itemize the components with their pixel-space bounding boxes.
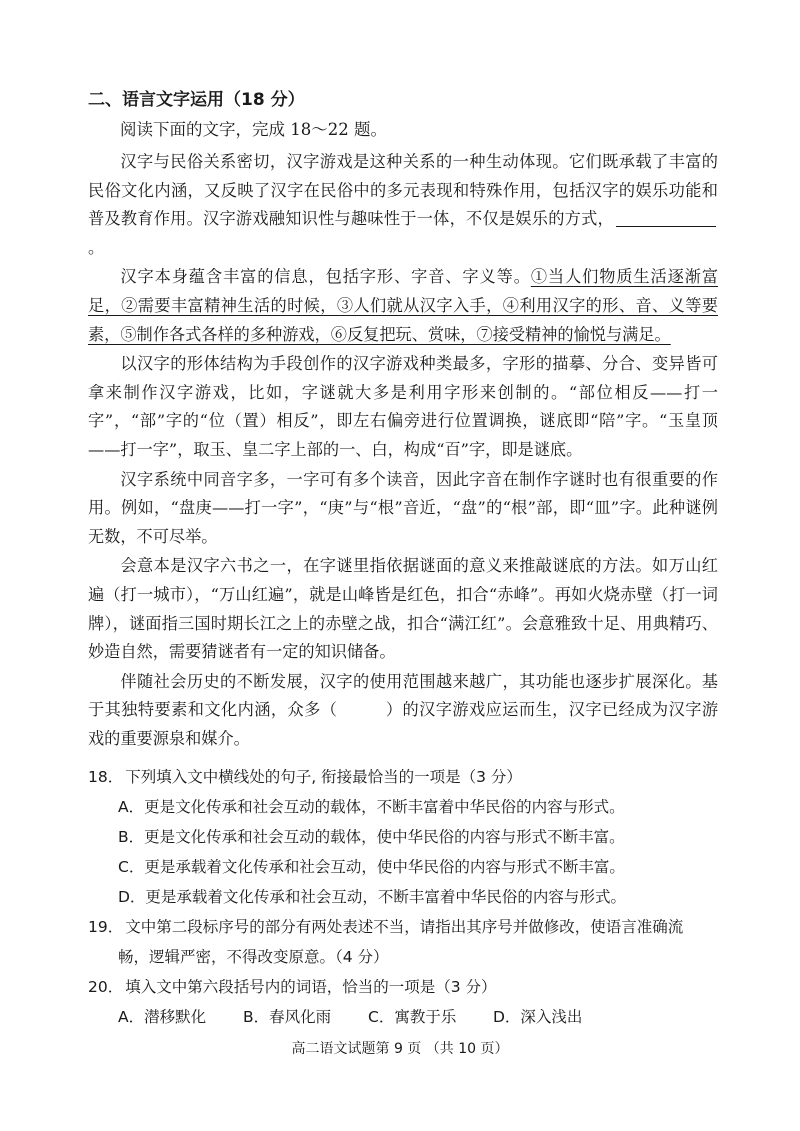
questions-block bbox=[88, 762, 728, 1032]
passage-paragraph-1 bbox=[88, 148, 718, 262]
passage-paragraph-4: 汉字系统中同音字多，一字可有多个读音，因此字音在制作字谜时也有很重要的作用。例如，“盘庚——打一字”，“庚”与“根”音近，“盘”的“根”部，即“皿”字。此种谜例无数，不可尽举。 bbox=[88, 469, 718, 546]
question-20-option-d: D．深入浅出 bbox=[493, 1008, 583, 1026]
passage-paragraph-6 bbox=[88, 668, 718, 754]
question-20-stem: 填入文中第六段括号内的词语，恰当的一项是（3 分） bbox=[125, 978, 497, 996]
passage-paragraph-2 bbox=[88, 263, 718, 349]
question-19 bbox=[88, 912, 728, 942]
paragraph-6-text-b: ）的汉字游戏应运而生，汉字已经成为汉字游戏的重要源泉和媒介。 bbox=[88, 700, 719, 748]
passage-paragraph-5: 会意本是汉字六书之一，在字谜里指依据谜面的意义来推敲谜底的方法。如万山红遍（打一城市），“万山红遍”，就是山峰皆是红色，扣合“赤峰”。再如火烧赤壁（打一词牌），谜面指三国时期长江之上的赤壁之战，扣合“满江红”。会意雅致十足、用典精巧、妙造自然，需要猜谜者有一定的知识储备。 bbox=[88, 556, 718, 662]
question-20-option-a: A．潜移默化 bbox=[118, 1008, 207, 1026]
question-20 bbox=[88, 972, 728, 1002]
question-19-stem: 文中第二段标序号的部分有两处表述不当，请指出其序号并做修改，使语言准确流 bbox=[125, 918, 684, 936]
paragraph-1-end: 。 bbox=[88, 237, 105, 257]
underlined-numbered-sentence: ①当人们物质生活逐渐富足，②需要丰富精神生活的时候，③人们就从汉字入手，④利用汉字的形、音、义等要素，⑤制作各式各样的多种游戏，⑥反复把玩、赏味，⑦接受精神的愉悦与满足。 bbox=[88, 267, 719, 344]
question-20-number: 20． bbox=[88, 978, 124, 996]
question-19-number: 19． bbox=[88, 918, 124, 936]
question-18-stem: 下列填入文中横线处的句子, 衔接最恰当的一项是（3 分） bbox=[125, 768, 522, 786]
reading-passage bbox=[88, 148, 718, 754]
question-18-number: 18． bbox=[88, 768, 124, 786]
question-19-stem-continued: 畅，逻辑严密，不得改变原意。（4 分） bbox=[118, 948, 389, 966]
paragraph-2-lead: 汉字本身蕴含丰富的信息，包括字形、字音、字义等。 bbox=[120, 267, 531, 287]
question-18-option-d: D．更是承载着文化传承和社会互动，不断丰富着中华民俗的内容与形式。 bbox=[118, 888, 626, 906]
question-18 bbox=[88, 762, 728, 792]
section-title: 二、语言文字运用（18 分） bbox=[88, 90, 305, 110]
question-18-option-c: C．更是承载着文化传承和社会互动，使中华民俗的内容与形式不断丰富。 bbox=[118, 858, 625, 876]
paragraph-1-text: 汉字与民俗关系密切，汉字游戏是这种关系的一种生动体现。它们既承载了丰富的民俗文化内涵，又反映了汉字在民俗中的多元表现和特殊作用，包括汉字的娱乐功能和普及教育作用。汉字游戏融知识性与趣味性于一体，不仅是娱乐的方式， bbox=[88, 152, 718, 229]
question-18-option-b: B．更是文化传承和社会互动的载体，使中华民俗的内容与形式不断丰富。 bbox=[118, 828, 625, 846]
question-20-option-b: B．春风化雨 bbox=[243, 1008, 332, 1026]
page-footer: 高二语文试题第 9 页 （共 10 页） bbox=[291, 1041, 509, 1057]
question-20-option-c: C．寓教于乐 bbox=[368, 1008, 457, 1026]
paragraph-6-text-a: 伴随社会历史的不断发展，汉字的使用范围越来越广，其功能也逐步扩展深化。基于其独特要素和文化内涵，众多（ bbox=[88, 671, 718, 720]
question-20-options bbox=[88, 1002, 728, 1032]
reading-instruction: 阅读下面的文字，完成 18～22 题。 bbox=[120, 120, 387, 139]
passage-paragraph-3: 以汉字的形体结构为手段创作的汉字游戏种类最多，字形的描摹、分合、变异皆可拿来制作汉字游戏，比如，字谜就大多是利用字形来创制的。“部位相反——打一字”，“部”字的“位（置）相反”，即左右偏旁进行位置调换，谜底即“陪”字。“玉皇顶——打一字”，取玉、皇二字上部的一、白，构成“百”字，即是谜底。 bbox=[88, 354, 718, 459]
answer-blank-line bbox=[616, 210, 716, 227]
question-18-option-a: A．更是文化传承和社会互动的载体，不断丰富着中华民俗的内容与形式。 bbox=[118, 798, 625, 816]
